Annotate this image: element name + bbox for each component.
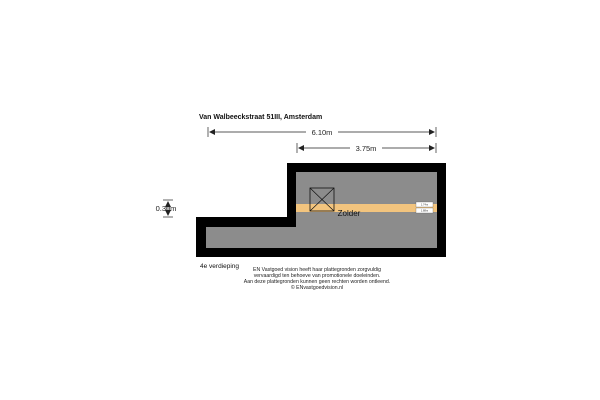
floor-level-label: 4e verdieping <box>200 263 240 270</box>
disclaimer-line: EN Vastgoed vision heeft haar plattegronden zorgvuldig <box>253 267 381 273</box>
upper-width-label: 3.75m <box>355 144 377 153</box>
disclaimer-copyright: © ENvastgoedvision.nl <box>290 285 344 291</box>
address-title: Van Walbeeckstraat 51III, Amsterdam <box>199 114 323 121</box>
room-label: Zolder <box>337 209 361 218</box>
total-width-label: 6.10m <box>311 128 333 137</box>
disclaimer <box>244 267 391 291</box>
upper-width-dimension <box>297 143 436 153</box>
beam-tag-top: 1.74m <box>420 203 429 207</box>
total-width-dimension <box>208 127 436 137</box>
disclaimer-line: vervaardigd ten behoeve van promotionele doeleinden. <box>253 273 381 279</box>
left-height-dimension <box>156 200 177 217</box>
beam-tag-bottom: 1.88m <box>420 209 429 213</box>
left-height-label: 0.30m <box>155 204 177 213</box>
disclaimer-line: Aan deze plattegronden kunnen geen rechten worden ontleend. <box>243 279 391 285</box>
